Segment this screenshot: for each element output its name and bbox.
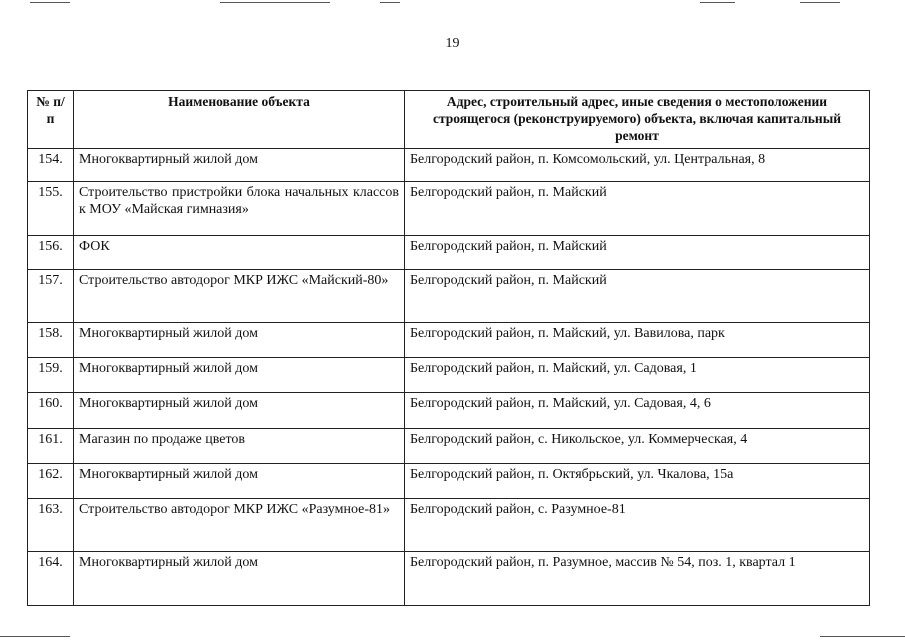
object-name: Магазин по продаже цветов [74, 429, 405, 464]
object-address: Белгородский район, п. Разумное, массив № 54, поз. 1, квартал 1 [405, 552, 870, 606]
table-row [28, 358, 870, 393]
scan-artifact-line [0, 636, 70, 637]
header-number: № п/п [28, 91, 74, 149]
object-name: Многоквартирный жилой дом [74, 464, 405, 499]
row-number: 161. [28, 429, 74, 464]
row-number: 156. [28, 236, 74, 270]
scan-artifact-line [220, 2, 330, 3]
table-row [28, 393, 870, 429]
table-row [28, 499, 870, 552]
object-name: Многоквартирный жилой дом [74, 149, 405, 182]
row-number: 155. [28, 182, 74, 236]
object-name: ФОК [74, 236, 405, 270]
row-number: 164. [28, 552, 74, 606]
table-row [28, 429, 870, 464]
object-address: Белгородский район, п. Комсомольский, ул. Центральная, 8 [405, 149, 870, 182]
table-header-row [28, 91, 870, 149]
object-address: Белгородский район, с. Разумное-81 [405, 499, 870, 552]
table-row [28, 182, 870, 236]
scan-artifact-line [700, 2, 735, 3]
row-number: 158. [28, 323, 74, 358]
scan-artifact-line [380, 2, 400, 3]
row-number: 154. [28, 149, 74, 182]
object-address: Белгородский район, п. Майский [405, 270, 870, 323]
object-address: Белгородский район, п. Майский [405, 236, 870, 270]
object-name: Строительство автодорог МКР ИЖС «Майский-80» [74, 270, 405, 323]
row-number: 157. [28, 270, 74, 323]
object-name: Многоквартирный жилой дом [74, 393, 405, 429]
table-row [28, 552, 870, 606]
object-name: Многоквартирный жилой дом [74, 323, 405, 358]
row-number: 163. [28, 499, 74, 552]
table-row [28, 236, 870, 270]
objects-table [27, 90, 870, 606]
scan-artifact-line [30, 2, 70, 3]
object-name: Строительство пристройки блока начальных классов к МОУ «Майская гимназия» [74, 182, 405, 236]
table-row [28, 323, 870, 358]
object-name: Многоквартирный жилой дом [74, 358, 405, 393]
header-name: Наименование объекта [74, 91, 405, 149]
object-address: Белгородский район, п. Майский, ул. Вавилова, парк [405, 323, 870, 358]
row-number: 162. [28, 464, 74, 499]
table-row [28, 270, 870, 323]
scan-artifact-line [800, 2, 840, 3]
table-row [28, 464, 870, 499]
page-number: 19 [445, 36, 460, 51]
object-name: Строительство автодорог МКР ИЖС «Разумное-81» [74, 499, 405, 552]
object-name: Многоквартирный жилой дом [74, 552, 405, 606]
row-number: 159. [28, 358, 74, 393]
scan-artifact-line [820, 636, 905, 637]
object-address: Белгородский район, п. Майский, ул. Садовая, 4, 6 [405, 393, 870, 429]
table-row [28, 149, 870, 182]
object-address: Белгородский район, с. Никольское, ул. Коммерческая, 4 [405, 429, 870, 464]
object-address: Белгородский район, п. Майский [405, 182, 870, 236]
object-address: Белгородский район, п. Октябрьский, ул. Чкалова, 15а [405, 464, 870, 499]
row-number: 160. [28, 393, 74, 429]
object-address: Белгородский район, п. Майский, ул. Садовая, 1 [405, 358, 870, 393]
header-address: Адрес, строительный адрес, иные сведения о местоположении строящегося (реконструируемого) объекта, включая капитальный ремонт [405, 91, 870, 149]
